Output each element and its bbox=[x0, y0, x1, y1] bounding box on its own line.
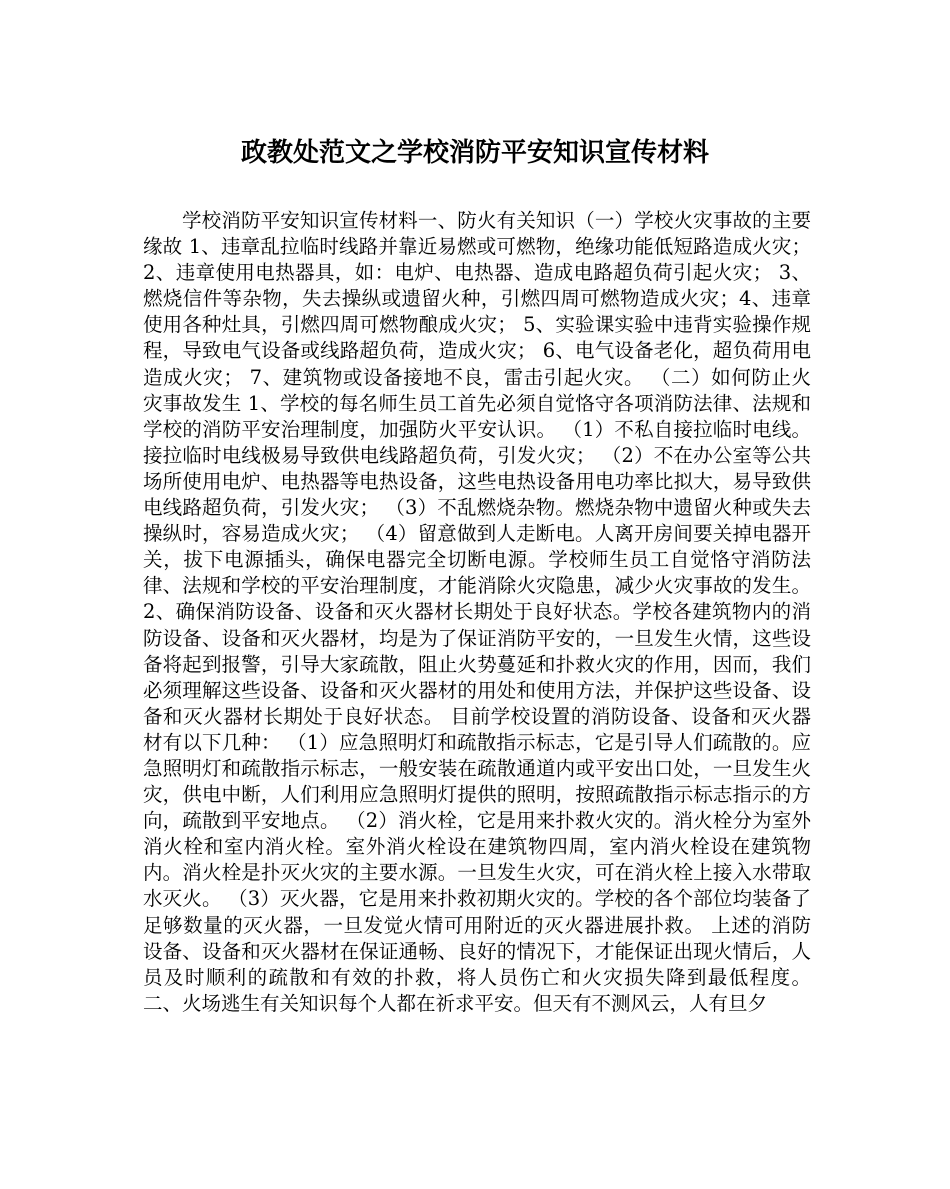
document-body-paragraph: 学校消防平安知识宣传材料一、防火有关知识（一）学校火灾事故的主要缘故 1、违章乱拉临时线路并靠近易燃或可燃物，绝缘功能低短路造成火灾； 2、违章使用电热器具，如：电炉、电热器、造成电路超负荷引起火灾； 3、燃烧信件等杂物，失去操纵或遗留火种，引燃四周可燃物造成火灾；4、违章使用各种灶具，引燃四周可燃物酿成火灾； 5、实验课实验中违背实验操作规程，导致电气设备或线路超负荷，造成火灾； 6、电气设备老化，超负荷用电造成火灾； 7、建筑物或设备接地不良，雷击引起火灾。 （二）如何防止火灾事故发生 1、学校的每名师生员工首先必须自觉恪守各项消防法律、法规和学校的消防平安治理制度，加强防火平安认识。 （1）不私自接拉临时电线。接拉临时电线极易导致供电线路超负荷，引发火灾； （2）不在办公室等公共场所使用电炉、电热器等电热设备，这些电热设备用电功率比拟大，易导致供电线路超负荷，引发火灾； （3）不乱燃烧杂物。燃烧杂物中遗留火种或失去操纵时，容易造成火灾； （4）留意做到人走断电。人离开房间要关掉电器开关，拔下电源插头，确保电器完全切断电源。学校师生员工自觉恪守消防法律、法规和学校的平安治理制度，才能消除火灾隐患，减少火灾事故的发生。 2、确保消防设备、设备和灭火器材长期处于良好状态。学校各建筑物内的消防设备、设备和灭火器材，均是为了保证消防平安的，一旦发生火情，这些设备将起到报警，引导大家疏散，阻止火势蔓延和扑救火灾的作用，因而，我们必须理解这些设备、设备和灭火器材的用处和使用方法，并保护这些设备、设备和灭火器材长期处于良好状态。 目前学校设置的消防设备、设备和灭火器材有以下几种： （1）应急照明灯和疏散指示标志，它是引导人们疏散的。应急照明灯和疏散指示标志，一般安装在疏散通道内或平安出口处，一旦发生火灾，供电中断，人们利用应急照明灯提供的照明，按照疏散指示标志指示的方向，疏散到平安地点。 （2）消火栓，它是用来扑救火灾的。消火栓分为室外消火栓和室内消火栓。室外消火栓设在建筑物四周，室内消火栓设在建筑物内。消火栓是扑灭火灾的主要水源。一旦发生火灾，可在消火栓上接入水带取水灭火。 （3）灭火器，它是用来扑救初期火灾的。学校的各个部位均装备了足够数量的灭火器，一旦发觉火情可用附近的灭火器进展扑救。 上述的消防设备、设备和灭火器材在保证通畅、良好的情况下，才能保证出现火情后，人员及时顺利的疏散和有效的扑救，将人员伤亡和火灾损失降到最低程度。 二、火场逃生有关知识每个人都在祈求平安。但天有不测风云，人有旦夕 bbox=[143, 209, 811, 1015]
document-title: 政教处范文之学校消防平安知识宣传材料 bbox=[240, 138, 709, 168]
